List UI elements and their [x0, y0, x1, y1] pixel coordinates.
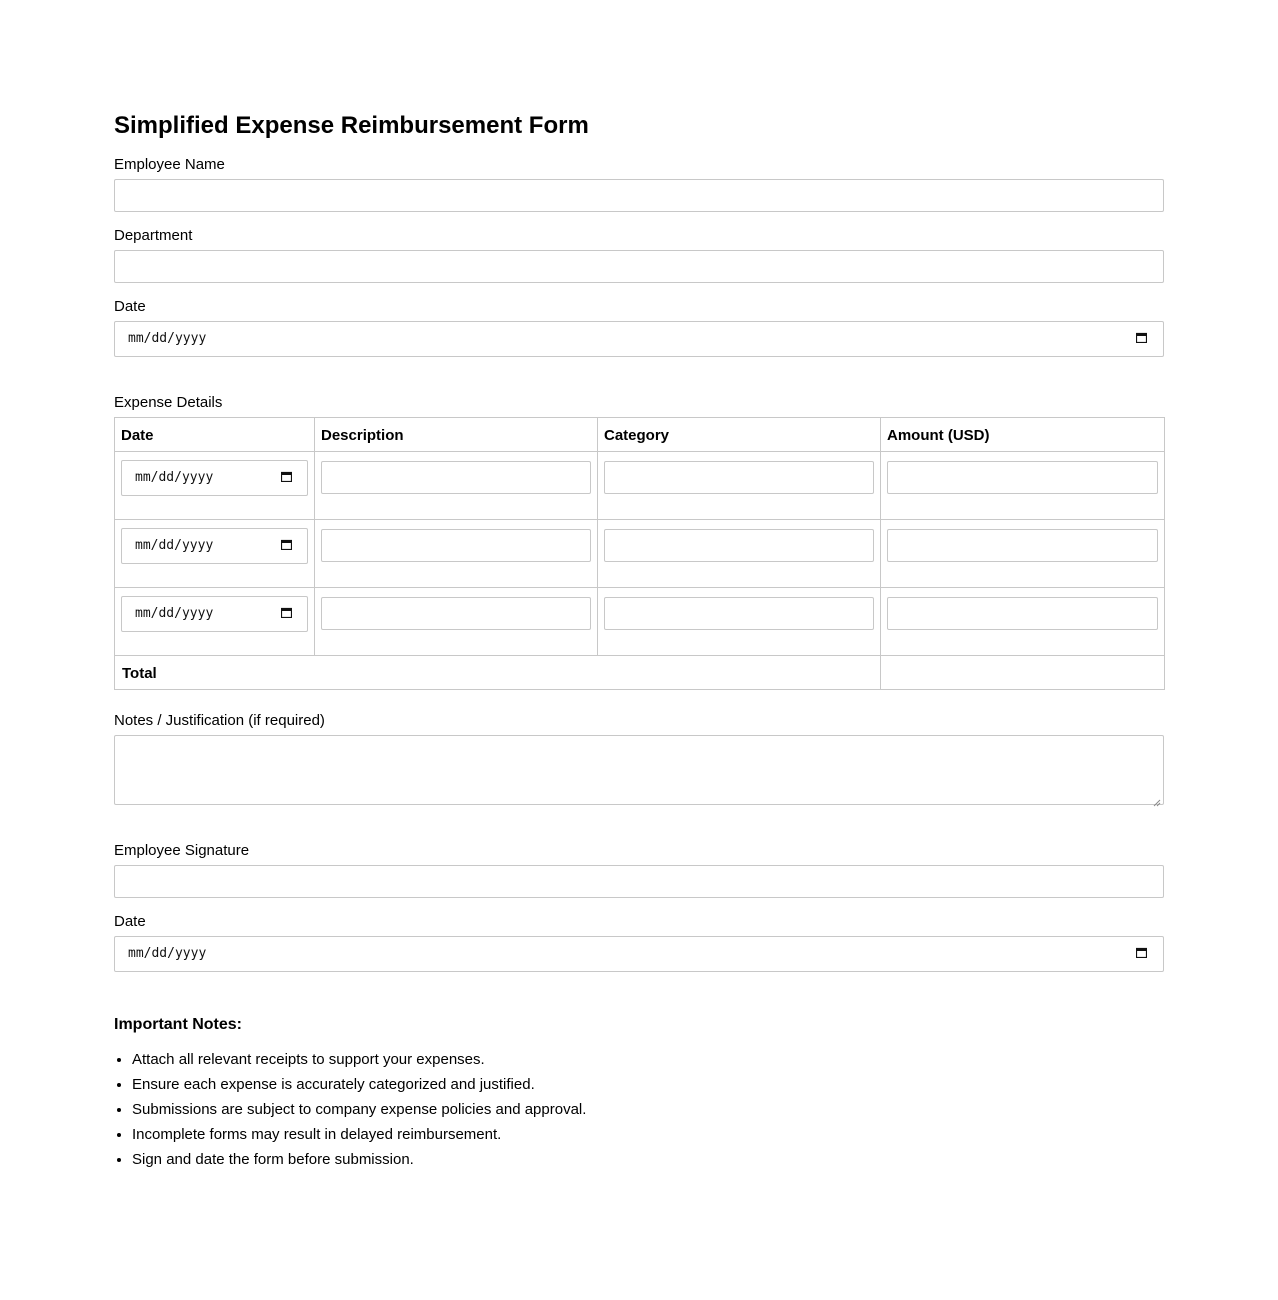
expense-category-input[interactable] — [604, 461, 874, 494]
table-header-row — [115, 418, 1165, 452]
important-notes-heading: Important Notes: — [114, 1016, 242, 1033]
signature-date-placeholder: mm/dd/yyyy — [128, 946, 207, 961]
total-value — [881, 656, 1165, 690]
list-item: • Ensure each expense is accurately categorized and justified. — [132, 1074, 586, 1099]
signature-date-label: Date — [114, 913, 146, 930]
expense-table — [114, 417, 1165, 690]
important-notes-list — [114, 1049, 586, 1174]
department-label: Department — [114, 227, 193, 244]
expense-amount-input[interactable] — [887, 461, 1158, 494]
list-item: • Sign and date the form before submission. — [132, 1149, 586, 1174]
calendar-icon[interactable] — [1136, 947, 1147, 958]
calendar-icon[interactable] — [281, 471, 292, 482]
notes-justification-label: Notes / Justification (if required) — [114, 712, 325, 729]
column-header-category: Category — [598, 418, 881, 452]
table-row — [115, 588, 1165, 656]
table-row — [115, 452, 1165, 520]
employee-name-input[interactable] — [114, 179, 1164, 212]
column-header-amount: Amount (USD) — [881, 418, 1165, 452]
expense-description-input[interactable] — [321, 597, 591, 630]
employee-signature-input[interactable] — [114, 865, 1164, 898]
expense-date-input[interactable] — [121, 596, 308, 632]
list-item: • Incomplete forms may result in delayed reimbursement. — [132, 1124, 586, 1149]
total-label: Total — [122, 665, 157, 682]
date-input-placeholder: mm/dd/yyyy — [128, 331, 207, 346]
employee-signature-label: Employee Signature — [114, 842, 250, 859]
expense-date-placeholder: mm/dd/yyyy — [135, 538, 214, 553]
expense-date-placeholder: mm/dd/yyyy — [135, 606, 214, 621]
expense-description-input[interactable] — [321, 529, 591, 562]
department-input[interactable] — [114, 250, 1164, 283]
calendar-icon[interactable] — [1136, 332, 1147, 343]
expense-date-input[interactable] — [121, 460, 308, 496]
expense-details-label: Expense Details — [114, 394, 223, 411]
list-item: • Submissions are subject to company expense policies and approval. — [132, 1099, 586, 1124]
total-row — [115, 656, 1165, 690]
signature-date-input[interactable] — [114, 936, 1164, 972]
list-item: • Attach all relevant receipts to support your expenses. — [132, 1049, 586, 1074]
expense-date-input[interactable] — [121, 528, 308, 564]
column-header-description: Description — [315, 418, 598, 452]
expense-category-input[interactable] — [604, 597, 874, 630]
notes-justification-textarea[interactable] — [114, 735, 1164, 805]
expense-amount-input[interactable] — [887, 597, 1158, 630]
calendar-icon[interactable] — [281, 539, 292, 550]
expense-date-placeholder: mm/dd/yyyy — [135, 470, 214, 485]
expense-amount-input[interactable] — [887, 529, 1158, 562]
calendar-icon[interactable] — [281, 607, 292, 618]
employee-name-label: Employee Name — [114, 156, 225, 173]
page-title: Simplified Expense Reimbursement Form — [114, 112, 589, 139]
column-header-date: Date — [115, 418, 315, 452]
date-label: Date — [114, 298, 146, 315]
expense-description-input[interactable] — [321, 461, 591, 494]
date-input[interactable] — [114, 321, 1164, 357]
table-row — [115, 520, 1165, 588]
expense-category-input[interactable] — [604, 529, 874, 562]
resize-handle-icon[interactable] — [1153, 794, 1161, 802]
